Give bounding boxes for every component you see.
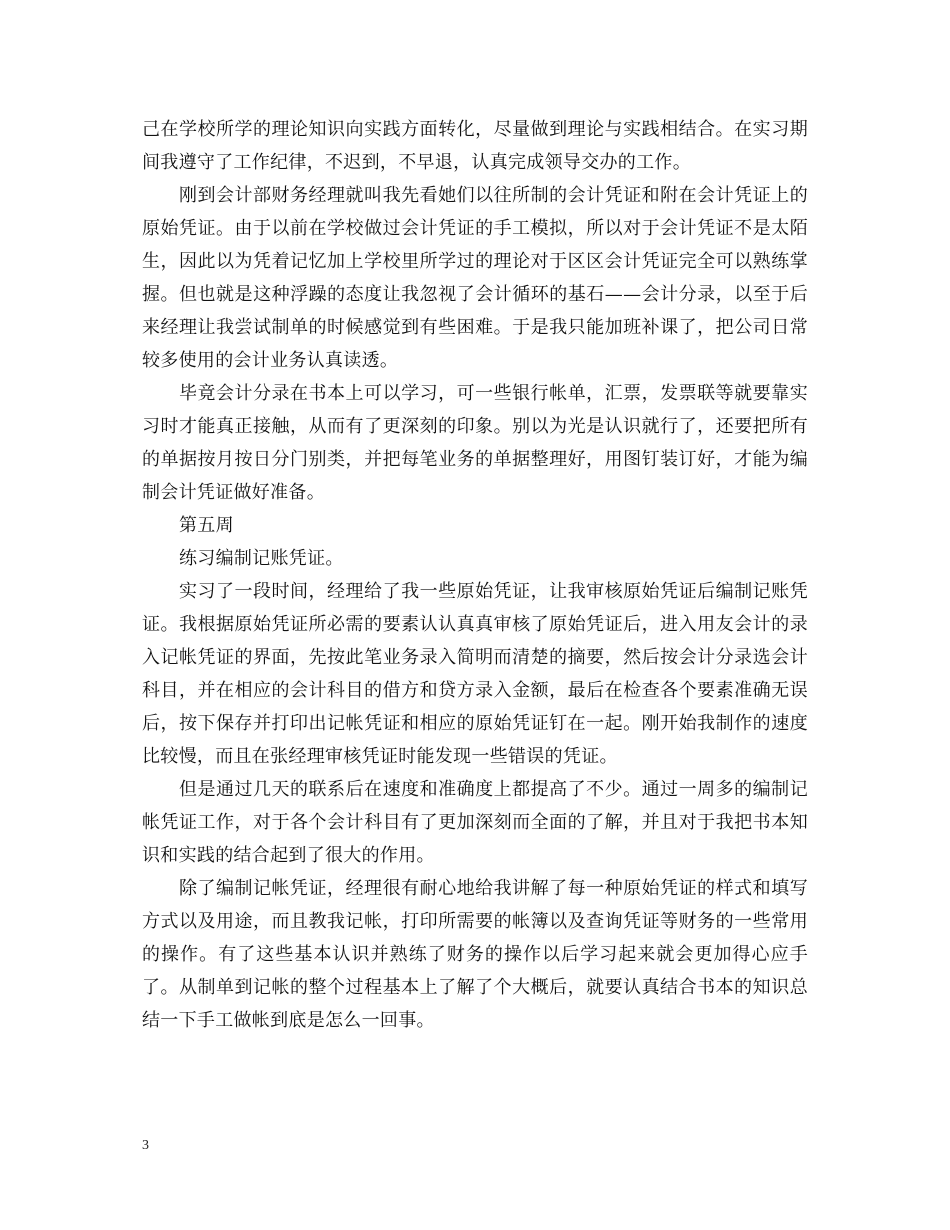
- paragraph: 己在学校所学的理论知识向实践方面转化，尽量做到理论与实践相结合。在实习期间我遵守了工作纪律，不迟到，不早退，认真完成领导交办的工作。: [142, 119, 808, 173]
- paragraph: 实习了一段时间，经理给了我一些原始凭证，让我审核原始凭证后编制记账凭证。我根据原始凭证所必需的要素认认真真审核了原始凭证后，进入用友会计的录入记帐凭证的界面，先按此笔业务录入简明而清楚的摘要，然后按会计分录选会计科目，并在相应的会计科目的借方和贷方录入金额，最后在检查各个要素准确无误后，按下保存并打印出记帐凭证和相应的原始凭证钉在一起。刚开始我制作的速度比较慢，而且在张经理审核凭证时能发现一些错误的凭证。: [142, 581, 808, 767]
- section-heading: 第五周: [179, 515, 234, 536]
- document-body: [142, 113, 808, 1037]
- paragraph: 但是通过几天的联系后在速度和准确度上都提高了不少。通过一周多的编制记帐凭证工作，对于各个会计科目有了更加深刻而全面的了解，并且对于我把书本知识和实践的结合起到了很大的作用。: [142, 779, 808, 866]
- paragraph: 毕竟会计分录在书本上可以学习，可一些银行帐单，汇票，发票联等就要靠实习时才能真正接触，从而有了更深刻的印象。别以为光是认识就行了，还要把所有的单据按月按日分门别类，并把每笔业务的单据整理好，用图钉装订好，才能为编制会计凭证做好准备。: [142, 383, 808, 503]
- paragraph: 刚到会计部财务经理就叫我先看她们以往所制的会计凭证和附在会计凭证上的原始凭证。由于以前在学校做过会计凭证的手工模拟，所以对于会计凭证不是太陌生，因此以为凭着记忆加上学校里所学过的理论对于区区会计凭证完全可以熟练掌握。但也就是这种浮躁的态度让我忽视了会计循环的基石——会计分录，以至于后来经理让我尝试制单的时候感觉到有些困难。于是我只能加班补课了，把公司日常较多使用的会计业务认真读透。: [142, 185, 808, 371]
- page-number: 3: [142, 1138, 149, 1153]
- paragraph: 除了编制记帐凭证，经理很有耐心地给我讲解了每一种原始凭证的样式和填写方式以及用途，而且教我记帐，打印所需要的帐簿以及查询凭证等财务的一些常用的操作。有了这些基本认识并熟练了财务的操作以后学习起来就会更加得心应手了。从制单到记帐的整个过程基本上了解了个大概后，就要认真结合书本的知识总结一下手工做帐到底是怎么一回事。: [142, 878, 808, 1031]
- section-subheading: 练习编制记账凭证。: [179, 548, 344, 569]
